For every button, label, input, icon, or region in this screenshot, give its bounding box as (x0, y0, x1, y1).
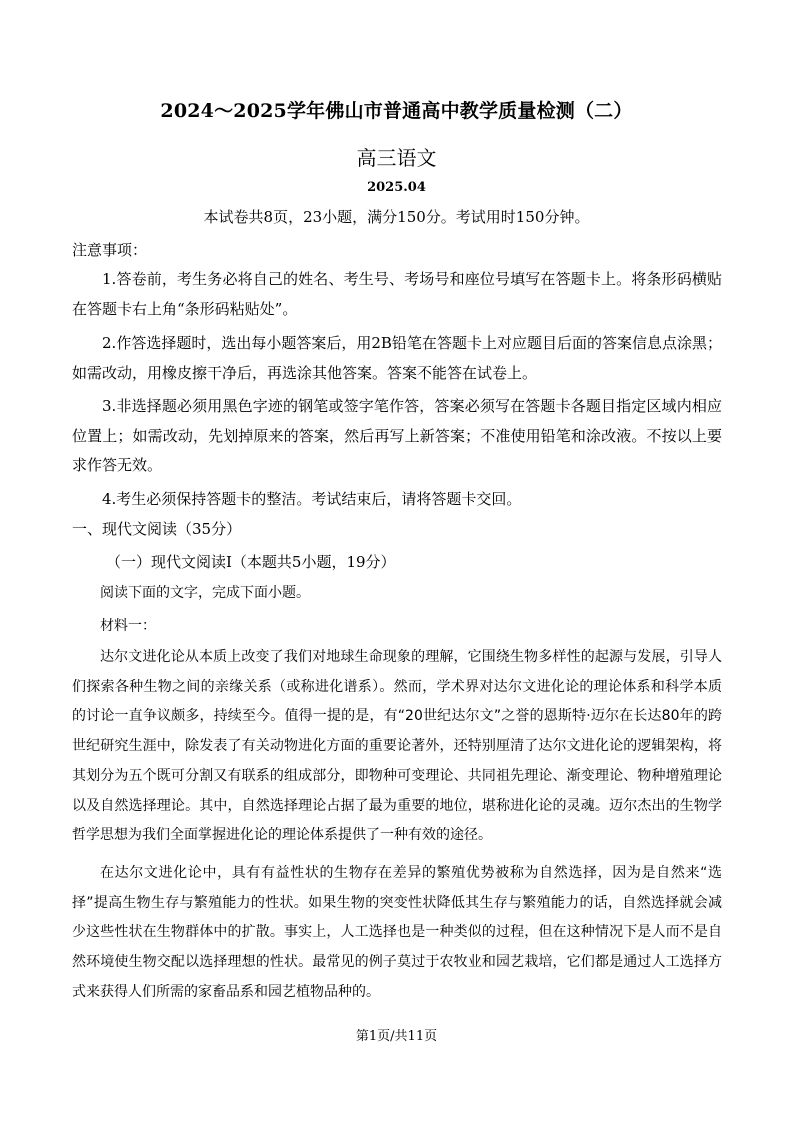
section-heading: 一、现代文阅读（35分） (72, 520, 242, 538)
notice-item-2: 2.作答选择题时，选出每小题答案后，用2B铅笔在答题卡上对应题目后面的答案信息点涂黑；如需改动，用橡皮擦干净后，再选涂其他答案。答案不能答在试卷上。 (72, 334, 722, 382)
notice-item-4: 4.考生必须保持答题卡的整洁。考试结束后，请将答题卡交回。 (102, 490, 522, 508)
material-paragraph: 达尔文进化论从本质上改变了我们对地球生命现象的理解，它围绕生物多样性的起源与发展，引导人们探索各种生物之间的亲缘关系（或称进化谱系）。然而，学术界对达尔文进化论的理论体系和科学本质的讨论一直争议颇多，持续至今。值得一提的是，有“20世纪达尔文”之誉的恩斯特·迈尔在长达80年的跨世纪研究生涯中，除发表了有关动物进化方面的重要论著外，还特别厘清了达尔文进化论的逻辑架构，将其划分为五个既可分割又有联系的组成部分，即物种可变理论、共同祖先理论、渐变理论、物种增殖理论以及自然选择理论。其中，自然选择理论占据了最为重要的地位，堪称进化论的灵魂。迈尔杰出的生物学哲学思想为我们全面掌握进化论的理论体系提供了一种有效的途径。 (72, 649, 722, 844)
exam-info: 本试卷共8页，23小题，满分150分。考试用时150分钟。 (203, 208, 590, 226)
material-label: 材料一： (100, 618, 156, 634)
subject-title: 高三语文 (356, 146, 437, 170)
reading-instruction: 阅读下面的文字，完成下面小题。 (100, 585, 310, 601)
material-paragraph: 在达尔文进化论中，具有有益性状的生物存在差异的繁殖优势被称为自然选择，因为是自然来“选择”提高生物生存与繁殖能力的性状。如果生物的突变性状降低其生存与繁殖能力的话，自然选择就会减少这些性状在生物群体中的扩散。事实上，人工选择也是一种类似的过程，但在这种情况下是人而不是自然环境使生物交配以选择理想的性状。最常见的例子莫过于农牧业和园艺栽培，它们都是通过人工选择方式来获得人们所需的家畜品系和园艺植物品种的。 (72, 865, 722, 1000)
exam-date: 2025.04 (367, 180, 426, 195)
notice-item-1: 1.答卷前，考生务必将自己的姓名、考生号、考场号和座位号填写在答题卡上。将条形码横贴在答题卡右上角“条形码粘贴处”。 (72, 270, 722, 318)
notice-title: 注意事项： (72, 241, 148, 259)
notice-item-3: 3.非选择题必须用黑色字迹的钢笔或签字笔作答，答案必须写在答题卡各题目指定区域内相应位置上；如需改动，先划掉原来的答案，然后再写上新答案；不准使用铅笔和涂改液。不按以上要求作答无效。 (72, 397, 722, 474)
exam-title: 2024～2025学年佛山市普通高中教学质量检测（二） (160, 100, 633, 122)
section-subheading: （一）现代文阅读Ⅰ（本题共5小题，19分） (106, 553, 396, 571)
page-footer: 第1页/共11页 (355, 1029, 438, 1044)
